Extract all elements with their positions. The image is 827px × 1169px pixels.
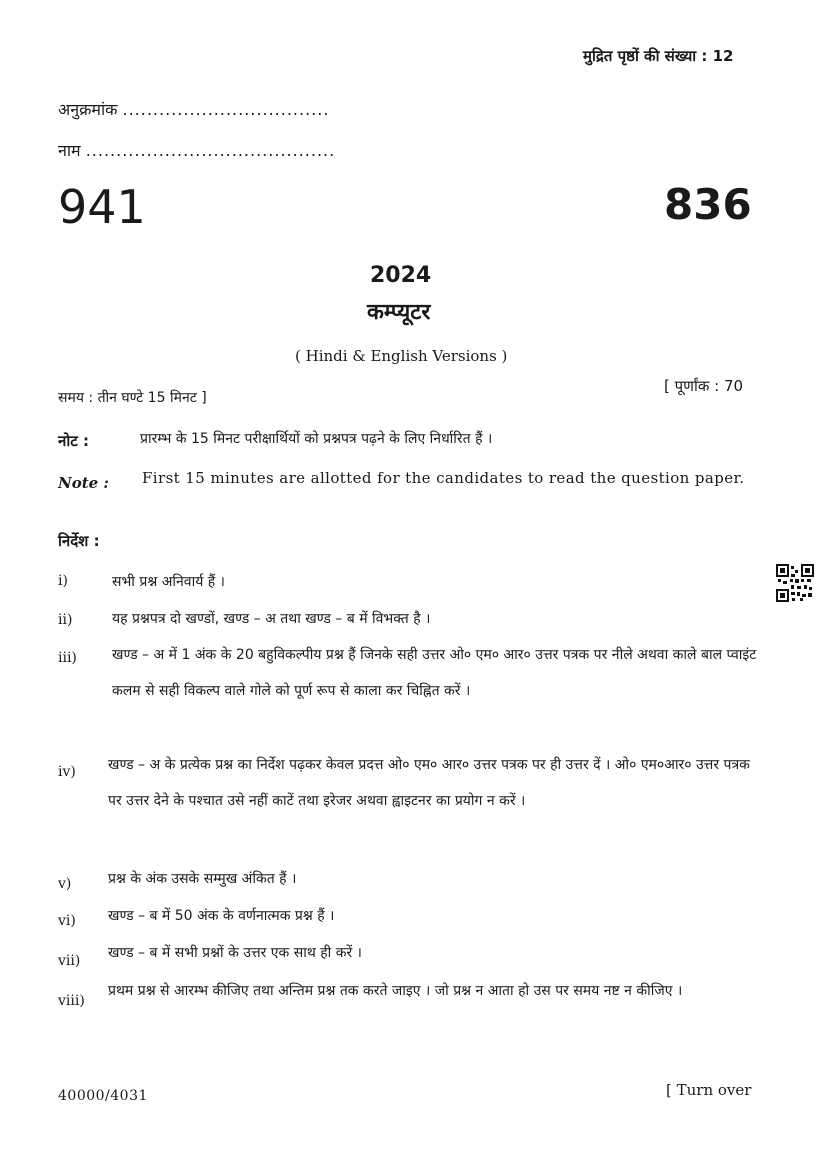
paper-code-left: 941 (58, 180, 146, 234)
instruction-number: vii) (58, 953, 81, 969)
instruction-text: खण्ड – ब में सभी प्रश्नों के उत्तर एक साथ ही करें । (108, 945, 362, 961)
note-hindi-label: नोट : (58, 432, 89, 450)
instruction-number: ii) (58, 612, 73, 628)
instruction-text: यह प्रश्नपत्र दो खण्डों, खण्ड – अ तथा खण्ड – ब में विभक्त है । (112, 611, 431, 627)
instructions-heading: निर्देश : (58, 532, 100, 550)
instruction-number: viii) (58, 993, 85, 1009)
instruction-text: खण्ड – अ में 1 अंक के 20 बहुविकल्पीय प्रश्न हैं जिनके सही उत्तर ओ० एम० आर० उत्तर पत्रक पर नीले अथवा काले बाल प्वाइंट कलम से सही विकल्प वाले गोले को पूर्ण रूप से काला कर चिह्नित करें । (112, 647, 757, 699)
instruction-text: प्रश्न के अंक उसके सम्मुख अंकित हैं । (108, 871, 297, 887)
instruction-number: iii) (58, 650, 77, 666)
page-code: 40000/4031 (58, 1088, 148, 1104)
paper-code-right: 836 (664, 180, 752, 229)
instruction-number: vi) (58, 913, 76, 929)
versions-line: ( Hindi & English Versions ) (295, 347, 508, 365)
printed-pages-count: मुद्रित पृष्ठों की संख्या : 12 (583, 47, 734, 65)
exam-year: 2024 (370, 263, 432, 288)
name-field (58, 139, 335, 161)
note-english-label: Note : (58, 474, 109, 492)
turn-over-label: [ Turn over (666, 1081, 752, 1099)
instruction-text: खण्ड – ब में 50 अंक के वर्णनात्मक प्रश्न हैं । (108, 908, 335, 924)
note-hindi-text: प्रारम्भ के 15 मिनट परीक्षार्थियों को प्रश्नपत्र पढ़ने के लिए निर्धारित हैं । (140, 431, 493, 447)
subject-title: कम्प्यूटर (367, 300, 431, 325)
instruction-text: प्रथम प्रश्न से आरम्भ कीजिए तथा अन्तिम प्रश्न तक करते जाइए । जो प्रश्न न आता हो उस पर समय नष्ट न कीजिए । (108, 983, 683, 999)
time-allowed: समय : तीन घण्टे 15 मिनट ] (58, 390, 207, 406)
instruction-number: v) (58, 876, 72, 892)
name-dots: ......................................... (85, 141, 336, 160)
name-label: नाम (58, 141, 81, 160)
qr-code-icon (776, 564, 814, 602)
instruction-number: iv) (58, 764, 76, 780)
note-english-text: First 15 minutes are allotted for the candidates to read the question paper. (142, 469, 745, 487)
max-marks: [ पूर्णांक : 70 (664, 377, 744, 395)
roll-number-dots: .................................. (122, 100, 330, 119)
roll-number-field (58, 98, 329, 120)
instruction-number: i) (58, 573, 68, 589)
roll-number-label: अनुक्रमांक (58, 100, 118, 119)
instruction-text: खण्ड – अ के प्रत्येक प्रश्न का निर्देश पढ़कर केवल प्रदत्त ओ० एम० आर० उत्तर पत्रक पर ही उत्तर दें । ओ० एम०आर० उत्तर पत्रक पर उत्तर देने के पश्चात उसे नहीं काटें तथा इरेजर अथवा ह्वाइटनर का प्रयोग न करें । (108, 757, 750, 809)
instruction-text: सभी प्रश्न अनिवार्य हैं । (112, 574, 225, 590)
